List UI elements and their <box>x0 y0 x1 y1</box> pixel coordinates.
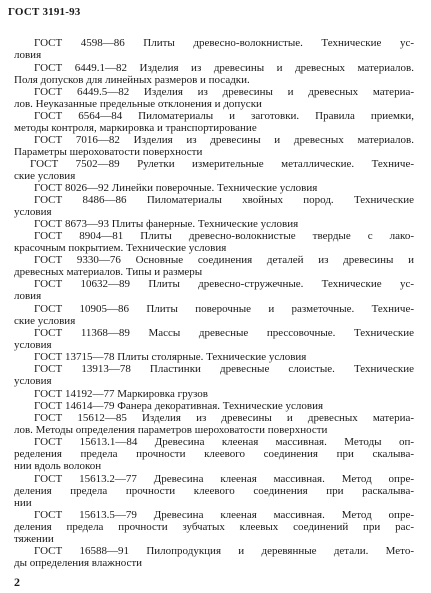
text-line: ГОСТ 8026—92 Линейки поверочные. Технические условия <box>34 182 318 194</box>
text-line: ГОСТ 15613.1—84 Древесина клееная массивная. Методы оп- <box>34 436 414 448</box>
text-line: ловия <box>14 49 42 61</box>
text-line: ГОСТ 14614—79 Фанера декоративная. Технические условия <box>34 400 324 412</box>
text-line: ГОСТ 8673—93 Плиты фанерные. Технические условия <box>34 218 299 230</box>
text-line: ГОСТ 13715—78 Плиты столярные. Технические условия <box>34 351 307 363</box>
text-line: нии вдоль волокон <box>14 460 102 472</box>
text-line: ГОСТ 10905—86 Плиты поверочные и разметочные. Техниче- <box>34 303 414 315</box>
text-line: ГОСТ 4598—86 Плиты древесно-волокнистые. Технические ус- <box>34 37 414 49</box>
text-line: ские условия <box>14 170 76 182</box>
text-line: красочным покрытием. Технические условия <box>14 242 227 254</box>
text-line: Поля допусков для линейных размеров и посадки. <box>14 74 250 86</box>
text-line: ГОСТ 13913—78 Пластинки древесные слоистые. Технические <box>34 363 414 375</box>
text-line: ГОСТ 9330—76 Основные соединения деталей из древесины и <box>34 254 414 266</box>
text-line: ГОСТ 6564—84 Пиломатериалы и заготовки. Правила приемки, <box>34 110 414 122</box>
text-line: ГОСТ 8486—86 Пиломатериалы хвойных пород. Технические <box>34 194 414 206</box>
text-line: ГОСТ 11368—89 Массы древесные прессовочные. Технические <box>34 327 414 339</box>
text-line: ГОСТ 14192—77 Маркировка грузов <box>34 388 208 400</box>
text-line: методы контроля, маркировка и транспортирование <box>14 122 257 134</box>
text-line: тяжении <box>14 533 54 545</box>
text-line: ГОСТ 10632—89 Плиты древесно-стружечные. Технические ус- <box>34 278 414 290</box>
page-header: ГОСТ 3191-93 <box>8 6 81 18</box>
text-line: лов. Неуказанные предельные отклонения и допуски <box>14 98 262 110</box>
text-line: лов. Методы определения параметров шероховатости поверхности <box>14 424 328 436</box>
text-line: древесных материалов. Типы и размеры <box>14 266 203 278</box>
text-line: ределения предела прочности клеевого соединения при скалыва- <box>14 448 414 460</box>
text-line: ГОСТ 6449.5—82 Изделия из древесины и древесных материа- <box>34 86 414 98</box>
text-line: деления предела прочности зубчатых клеевых соединений при рас- <box>14 521 414 533</box>
text-line: ГОСТ 16588—91 Пилопродукция и деревянные детали. Мето- <box>34 545 414 557</box>
text-line: ГОСТ 7502—89 Рулетки измерительные металлические. Техниче- <box>30 158 414 170</box>
text-line: ГОСТ 6449.1—82 Изделия из древесины и древесных материалов. <box>34 62 414 74</box>
text-line: условия <box>14 206 52 218</box>
text-line: деления предела прочности клеевого соединения при раскалыва- <box>14 485 414 497</box>
text-line: ГОСТ 15612—85 Изделия из древесины и древесных материа- <box>34 412 414 424</box>
text-line: ГОСТ 8904—81 Плиты древесно-волокнистые твердые с лако- <box>34 230 414 242</box>
text-line: ГОСТ 15613.2—77 Древесина клееная массивная. Метод опре- <box>34 473 414 485</box>
page-number: 2 <box>14 575 20 589</box>
text-line: ские условия <box>14 315 76 327</box>
text-line: ловия <box>14 290 42 302</box>
text-line: ды определения влажности <box>14 557 143 569</box>
text-line: ГОСТ 7016—82 Изделия из древесины и древесных материалов. <box>34 134 414 146</box>
text-line: ГОСТ 15613.5—79 Древесина клееная массивная. Метод опре- <box>34 509 414 521</box>
text-line: Параметры шероховатости поверхности <box>14 146 203 158</box>
text-line: условия <box>14 339 52 351</box>
text-line: условия <box>14 375 52 387</box>
text-line: нии <box>14 497 32 509</box>
